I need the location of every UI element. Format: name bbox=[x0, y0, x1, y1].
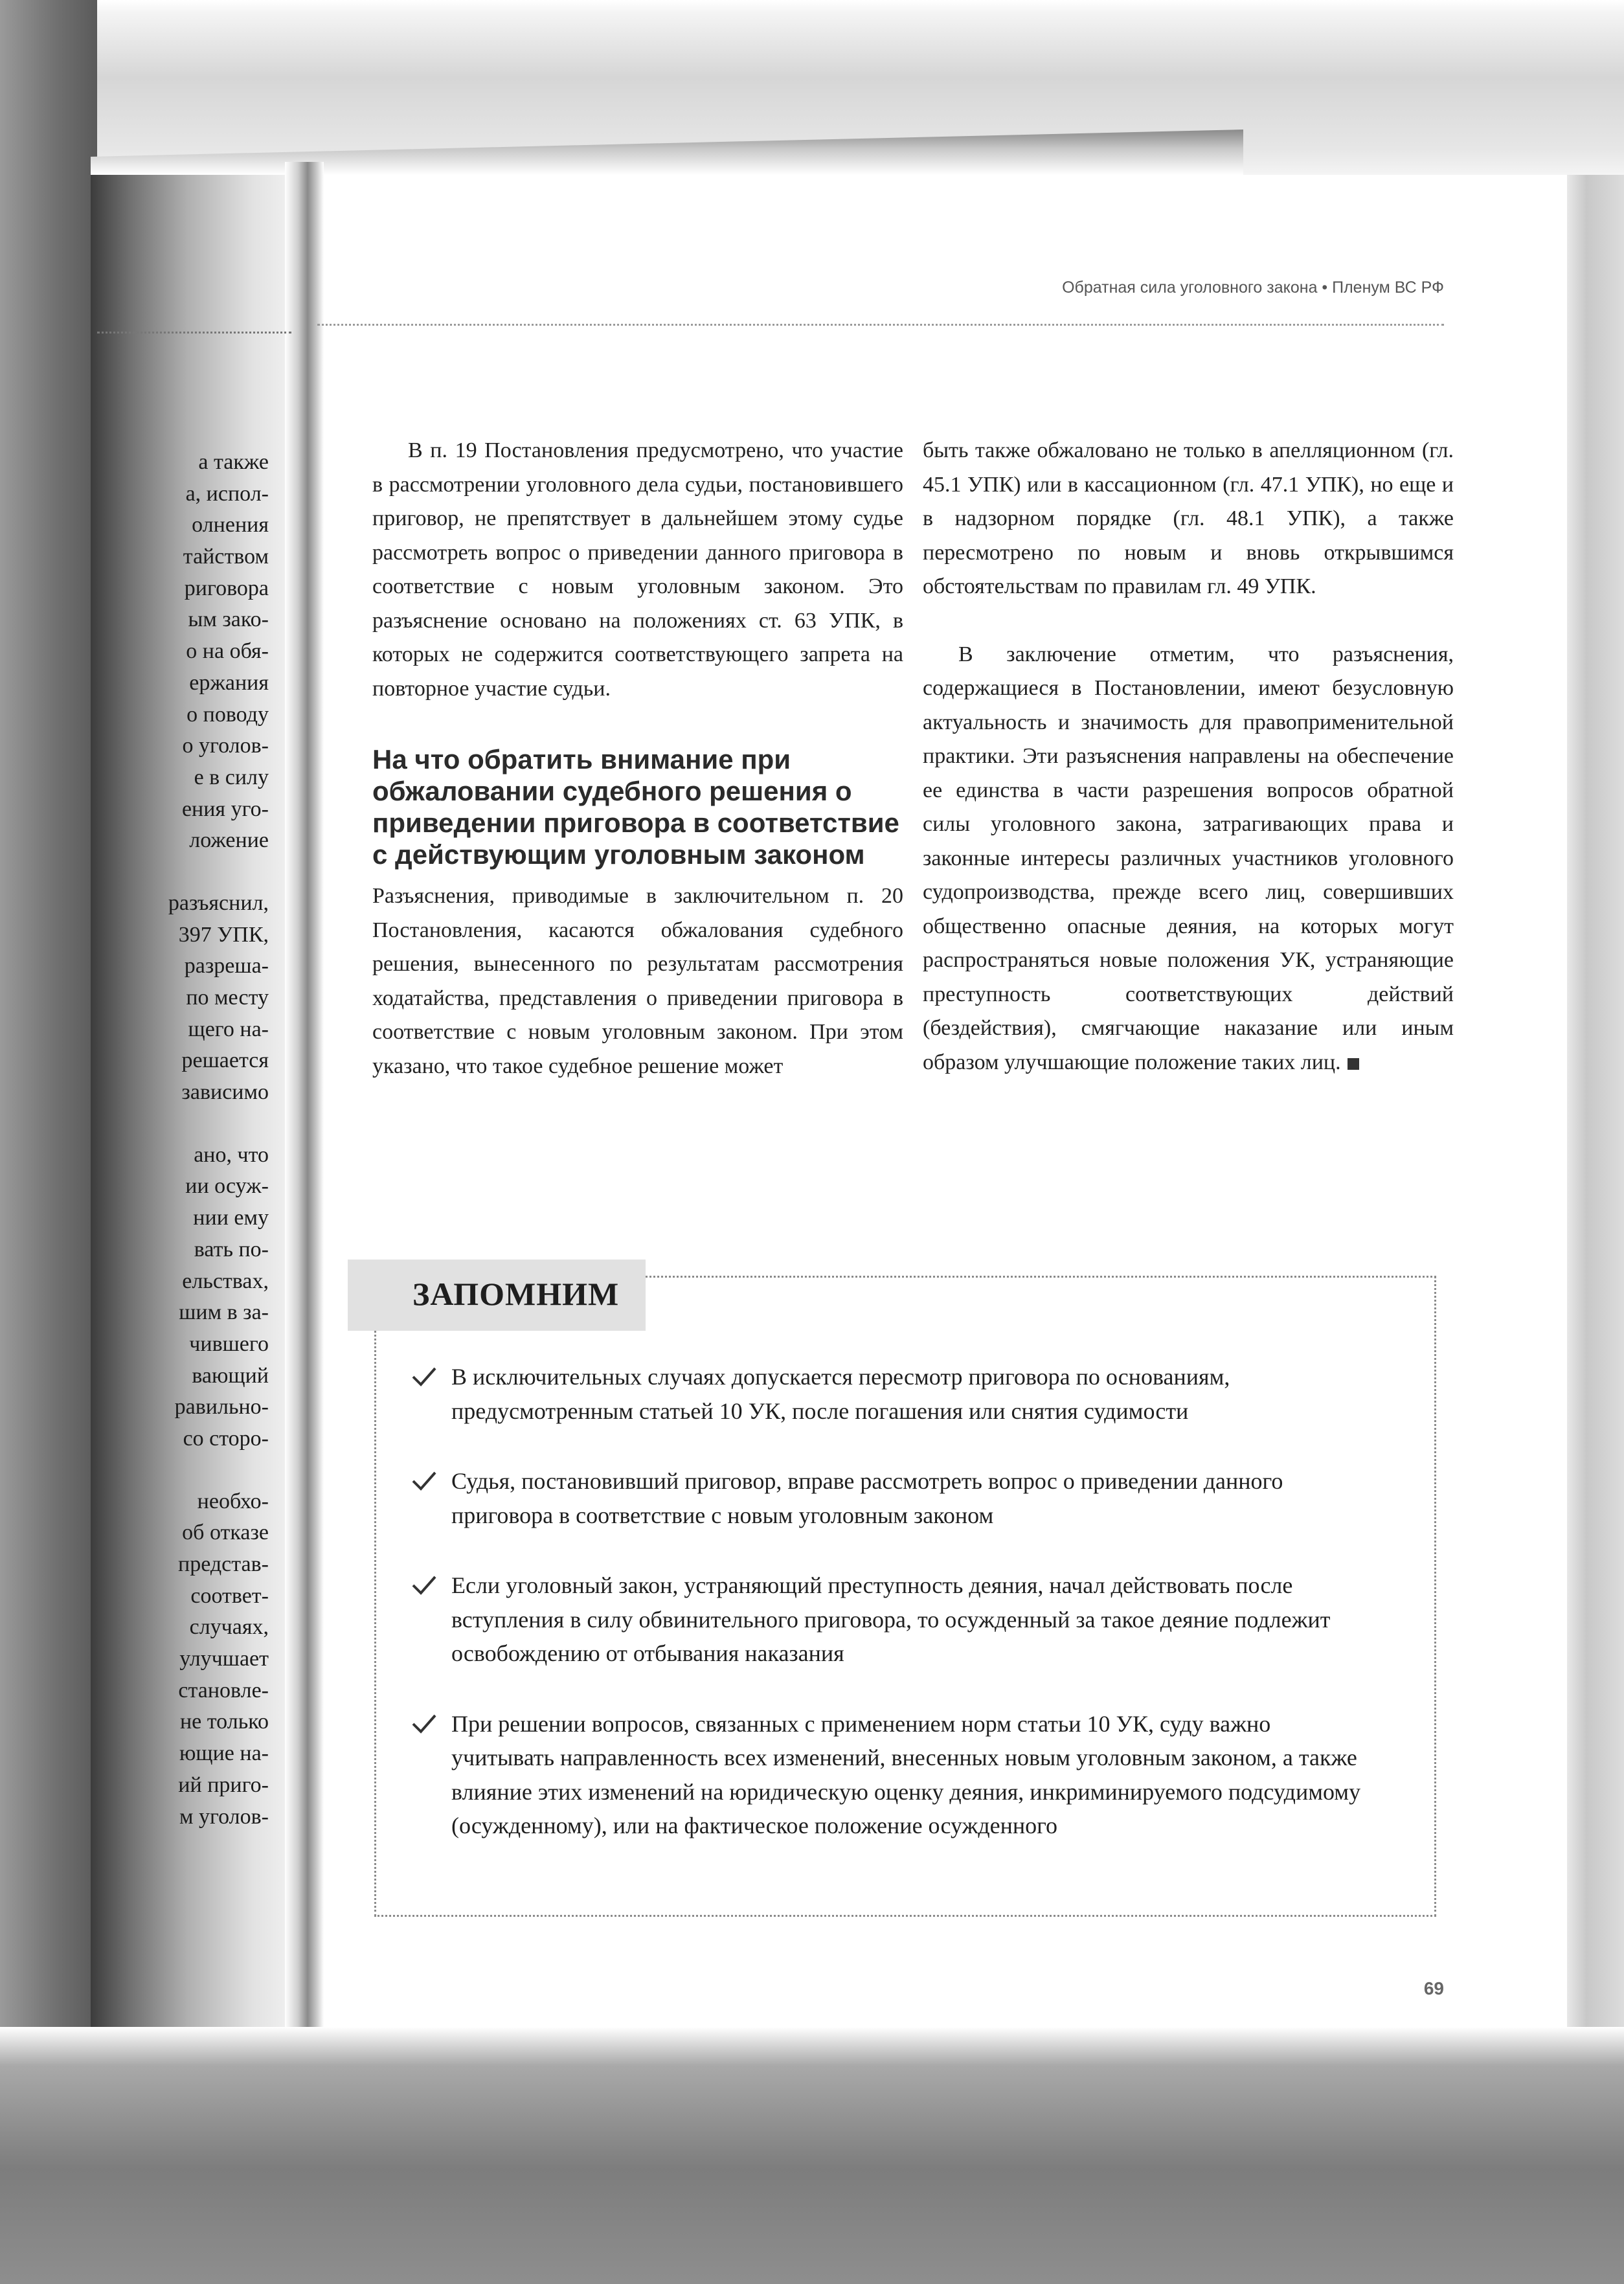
scan-shadow-bottom bbox=[0, 2027, 1624, 2284]
left-page-line: о уголов- bbox=[182, 734, 269, 758]
left-page-line: олнения bbox=[192, 513, 269, 537]
column-left bbox=[372, 434, 903, 1083]
left-page-line: шим в за- bbox=[179, 1300, 269, 1325]
remember-label bbox=[348, 1260, 646, 1331]
paragraph: В п. 19 Постановления предусмотрено, что участие в рассмотрении уголовного дела судьи, постановившего приговор, не препятствует в дальнейшем этому судье рассмотреть вопрос о приведении данного приговора в соответствие с новым уголовным законом. Это разъяснение основано на положениях ст. 63 УПК, в которых не содержится соответствующего запрета на повторное участие судьи. bbox=[372, 438, 903, 701]
left-page-line: необхо- bbox=[197, 1489, 269, 1513]
left-page-line: равильно- bbox=[174, 1395, 269, 1419]
remember-item bbox=[411, 1360, 1363, 1428]
remember-item-text: Если уголовный закон, устраняющий преступность деяния, начал действовать после вступления в силу обвинительного приговора, то осужденный за такое деяние подлежит освобождению от отбывания наказания bbox=[451, 1572, 1331, 1666]
left-page-line: ии осуж- bbox=[185, 1174, 269, 1199]
left-page-line: е в силу bbox=[194, 765, 269, 789]
left-page-line: не только bbox=[179, 1710, 269, 1734]
left-page-line: 397 УПК, bbox=[178, 922, 269, 947]
left-page-line: а, испол- bbox=[185, 481, 269, 506]
left-page-line: чившего bbox=[189, 1331, 269, 1356]
left-page-line: щего на- bbox=[188, 1017, 269, 1041]
header-rule bbox=[317, 324, 1444, 326]
checkmark-icon bbox=[411, 1574, 437, 1597]
left-page-line: разъяснил, bbox=[168, 890, 269, 915]
left-page-line: зависимо bbox=[181, 1080, 269, 1105]
left-page-rule bbox=[97, 332, 291, 334]
book-gutter bbox=[285, 162, 324, 2092]
remember-item bbox=[411, 1707, 1363, 1843]
end-mark-icon bbox=[1348, 1058, 1359, 1070]
checkmark-icon bbox=[411, 1712, 437, 1736]
paragraph-text: В заключение отметим, что разъяснения, содержащиеся в Постановлении, имеют безусловную актуальность и значимость для правоприменительной практики. Эти разъяснения направлены на обеспечение ее единства в части разрешения вопросов обратной силы уголовного закона, затрагивающих права и законные интересы различных участников уголовного судопроизводства, прежде всего лиц, совершивших общественно опасные деяния, на которых могут распространяться новые положения УК, устраняющие преступность соответствующих действий (бездействия), смягчающие наказание или иным образом улучшающие положение таких лиц. bbox=[923, 642, 1454, 1074]
left-page-line: ложение bbox=[189, 828, 269, 853]
left-page-line: ым зако- bbox=[188, 607, 269, 632]
left-page-line: о на обя- bbox=[186, 639, 269, 664]
left-page-line: случаях, bbox=[189, 1615, 269, 1640]
scan-shadow-left bbox=[0, 0, 97, 2284]
left-page-line: риговора bbox=[184, 576, 269, 600]
left-page-line: со сторо- bbox=[183, 1426, 269, 1451]
paragraph: Разъяснения, приводимые в заключительном п. 20 Постановления, касаются обжалования судебного решения, вынесенного по результатам рассмотрения ходатайства, представления о приведении приговора в соответствие с новым уголовным законом. При этом указано, что такое судебное решение может bbox=[372, 884, 903, 1078]
paragraph: быть также обжаловано не только в апелляционном (гл. 45.1 УПК) или в кассационном (гл. 47.1 УПК), но еще и в надзорном порядке (гл. 48.1 УПК), а также пересмотрено по новым и вновь открывшимся обстоятельствам по правилам гл. 49 УПК. bbox=[923, 438, 1454, 598]
left-page-line: ано, что bbox=[194, 1142, 269, 1167]
remember-item-text: В исключительных случаях допускается пересмотр приговора по основаниям, предусмотренным статьей 10 УК, после погашения или снятия судимости bbox=[451, 1364, 1230, 1424]
remember-title: ЗАПОМНИМ bbox=[412, 1276, 620, 1312]
paragraph-conclusion bbox=[923, 638, 1454, 1080]
section-heading: На что обратить внимание при обжаловании судебного решения о приведении приговора в соответствие с действующим уголовным законом bbox=[372, 744, 899, 870]
left-page-line bbox=[110, 1455, 269, 1486]
checkmark-icon bbox=[411, 1469, 437, 1493]
left-page-line: тайством bbox=[183, 545, 269, 569]
left-page-line: ельствах, bbox=[182, 1269, 269, 1293]
left-page-line: соответ- bbox=[190, 1583, 269, 1608]
remember-list bbox=[411, 1360, 1363, 1879]
remember-item bbox=[411, 1568, 1363, 1671]
left-page-line: нии ему bbox=[193, 1206, 269, 1230]
remember-item-text: Судья, постановивший приговор, вправе рассмотреть вопрос о приведении данного приговора в соответствие с новым уголовным законом bbox=[451, 1468, 1283, 1528]
left-page-line: вать по- bbox=[194, 1237, 269, 1261]
left-page-line: становле- bbox=[178, 1678, 269, 1702]
remember-item bbox=[411, 1464, 1363, 1532]
left-page-line bbox=[110, 1109, 269, 1140]
left-page-line: улучшает bbox=[179, 1647, 269, 1671]
left-page-line: по месту bbox=[186, 986, 269, 1010]
left-page-line: об отказе bbox=[182, 1521, 269, 1545]
left-page-line: решается bbox=[181, 1048, 269, 1073]
left-page-line: м уголов- bbox=[179, 1804, 269, 1829]
checkmark-icon bbox=[411, 1365, 437, 1388]
left-page-line: разреша- bbox=[184, 954, 269, 978]
left-page-line bbox=[110, 857, 269, 888]
running-head: Обратная сила уголовного закона • Пленум ВС РФ bbox=[1062, 278, 1444, 297]
left-page-line: ения уго- bbox=[181, 797, 269, 821]
left-page-text bbox=[110, 447, 269, 1833]
left-page-line: ержания bbox=[189, 670, 269, 695]
left-page-line: о поводу bbox=[186, 702, 269, 727]
left-page-line: ющие на- bbox=[179, 1741, 269, 1766]
book-edge bbox=[1567, 175, 1624, 2079]
remember-item-text: При решении вопросов, связанных с применением норм статьи 10 УК, суду важно учитывать направленность всех изменений, внесенных новым уголовным законом, а также влияние этих изменений на юридическую оценку деяния, инкриминируемого подсудимому (осужденному), или на фактическое положение осужденного bbox=[451, 1710, 1361, 1838]
left-page-line: представ- bbox=[178, 1552, 269, 1576]
page-number: 69 bbox=[1423, 1978, 1444, 1998]
left-page-line: вающий bbox=[192, 1363, 269, 1388]
column-right bbox=[923, 434, 1454, 1080]
left-page-line: ий приго- bbox=[178, 1772, 269, 1797]
left-page-line: а также bbox=[198, 450, 269, 474]
